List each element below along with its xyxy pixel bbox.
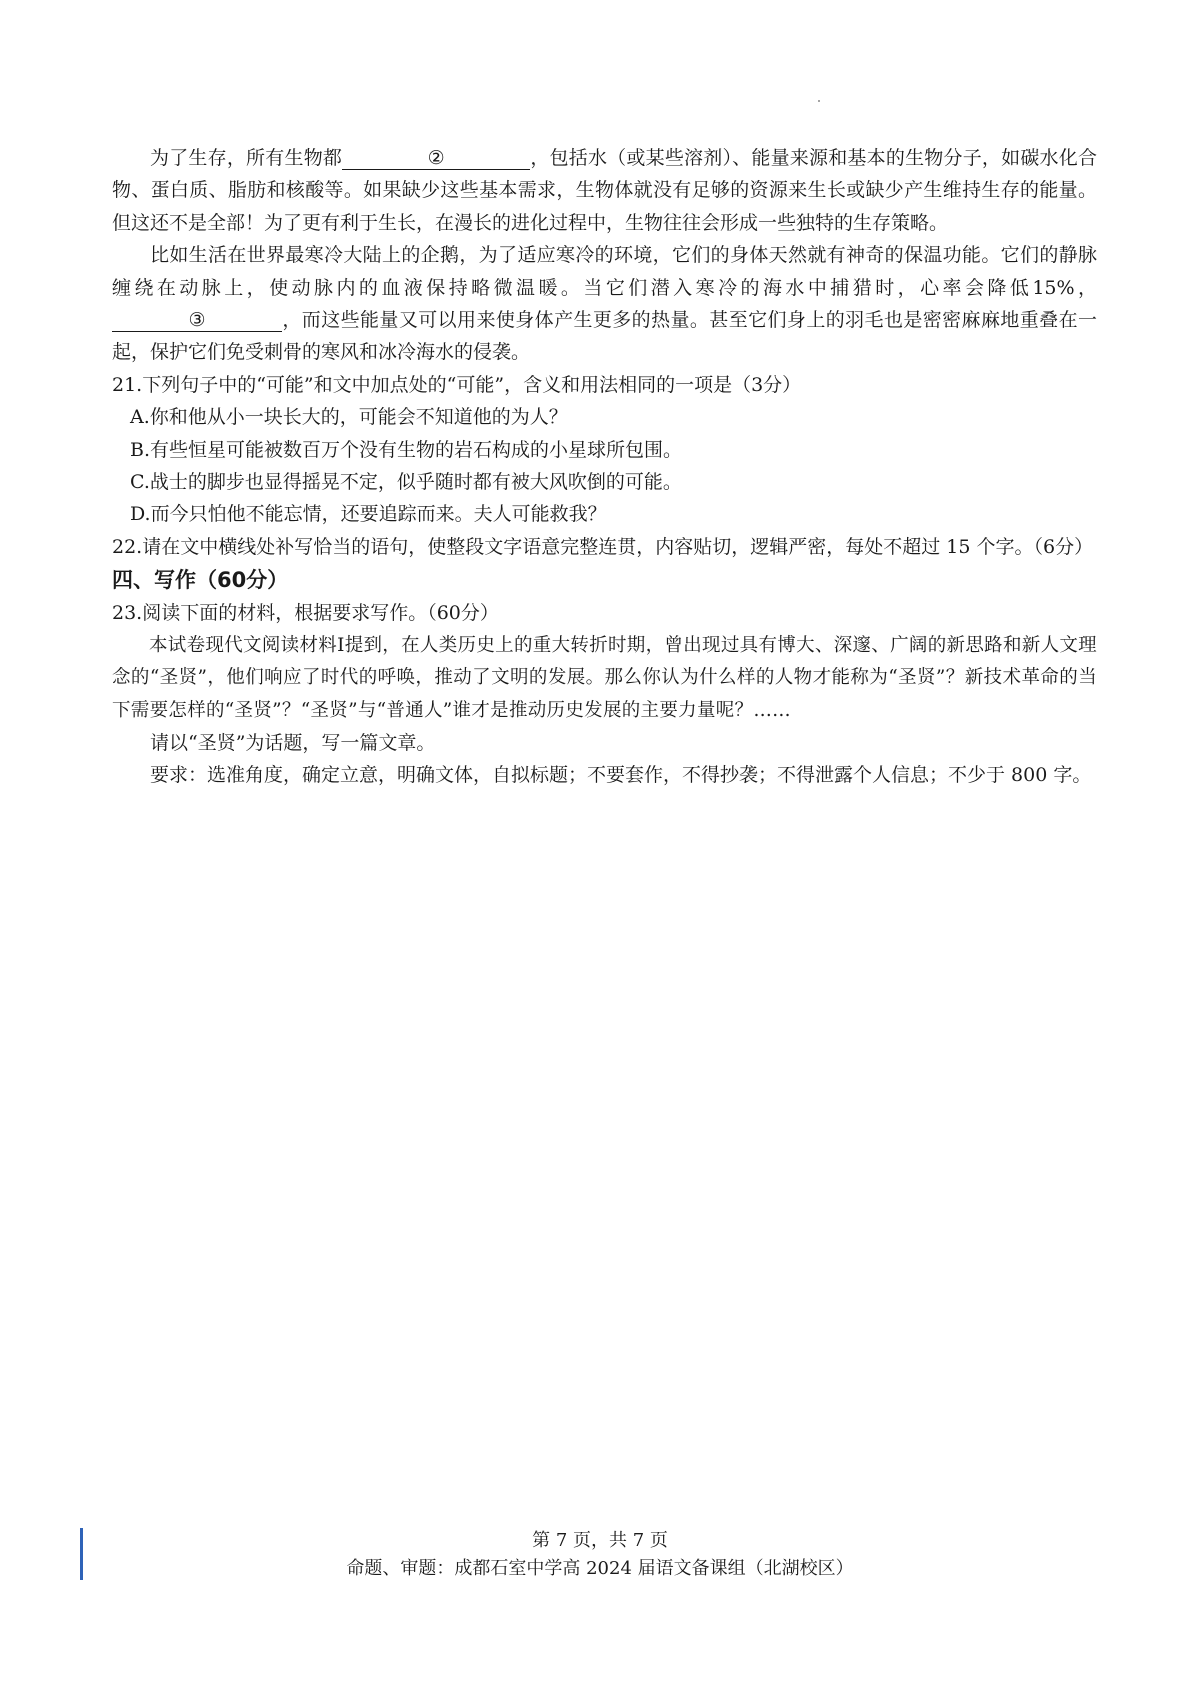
para1-text-after: ，包括水（或某些溶剂）、能量来源和基本的生物分子，如碳水化合物、蛋白质、脂肪和核酸等。如果缺少这些基本需求，生物体就没有足够的资源来生长或缺少产生维持生存的能量。但这还不是全部！为了更有利于生长，在漫长的进化过程中，生物往往会形成一些独特的生存策略。 [112, 147, 1097, 234]
question-21-option-a: A.你和他从小一块长大的，可能会不知道他的为人？ [130, 406, 568, 429]
question-21-stem: 21.下列句子中的“可能”和文中加点处的“可能”，含义和用法相同的一项是（3分） [112, 373, 802, 396]
question-21-option-d: D.而今只怕他不能忘情，还要追踪而来。夫人可能救我？ [130, 503, 607, 526]
para2-text-before: 比如生活在世界最寒冷大陆上的企鹅，为了适应寒冷的环境，它们的身体天然就有神奇的保温功能。它们的静脉缠绕在动脉上，使动脉内的血液保持略微温暖。当它们潜入寒冷的海水中捕猎时，心率会降低15%， [112, 244, 1097, 299]
blank-3-label: ③ [188, 309, 206, 332]
scan-speck [818, 100, 820, 102]
question-21-option-c: C.战士的脚步也显得摇晃不定，似乎随时都有被大风吹倒的可能。 [130, 471, 682, 494]
blank-2 [342, 147, 530, 170]
section-4-heading: 四、写作（60分） [112, 568, 289, 593]
page-content [112, 142, 1097, 792]
writing-material: 本试卷现代文阅读材料Ⅰ提到，在人类历史上的重大转折时期，曾出现过具有博大、深邃、广阔的新思路和新人文理念的“圣贤”，他们响应了时代的呼唤，推动了文明的发展。那么你认为什么样的人物才能称为“圣贤”？新技术革命的当下需要怎样的“圣贤”？“圣贤”与“普通人”谁才是推动历史发展的主要力量呢？…… [112, 634, 1097, 721]
blank-2-label: ② [427, 147, 445, 169]
question-22-stem: 22.请在文中横线处补写恰当的语句，使整段文字语意完整连贯，内容贴切，逻辑严密，每处不超过 15 个字。（6分） [112, 535, 1094, 558]
blank-3 [112, 309, 282, 332]
footer-page-number: 第 7 页，共 7 页 [532, 1530, 668, 1551]
question-21-option-b: B.有些恒星可能被数百万个没有生物的岩石构成的小星球所包围。 [130, 438, 683, 461]
passage-paragraph-2 [112, 239, 1097, 369]
passage-paragraph-1 [112, 142, 1097, 239]
writing-requirements: 要求：选准角度，确定立意，明确文体，自拟标题；不要套作，不得抄袭；不得泄露个人信息；不少于 800 字。 [150, 764, 1092, 787]
para2-text-after: ，而这些能量又可以用来使身体产生更多的热量。甚至它们身上的羽毛也是密密麻麻地重叠在一起，保护它们免受刺骨的寒风和冰冷海水的侵袭。 [112, 309, 1097, 364]
para1-text-before: 为了生存，所有生物都 [150, 147, 343, 169]
writing-prompt: 请以“圣贤”为话题，写一篇文章。 [150, 731, 436, 754]
footer-credit: 命题、审题：成都石室中学高 2024 届语文备课组（北湖校区） [346, 1558, 854, 1579]
question-23-stem: 23.阅读下面的材料，根据要求写作。（60分） [112, 602, 499, 625]
